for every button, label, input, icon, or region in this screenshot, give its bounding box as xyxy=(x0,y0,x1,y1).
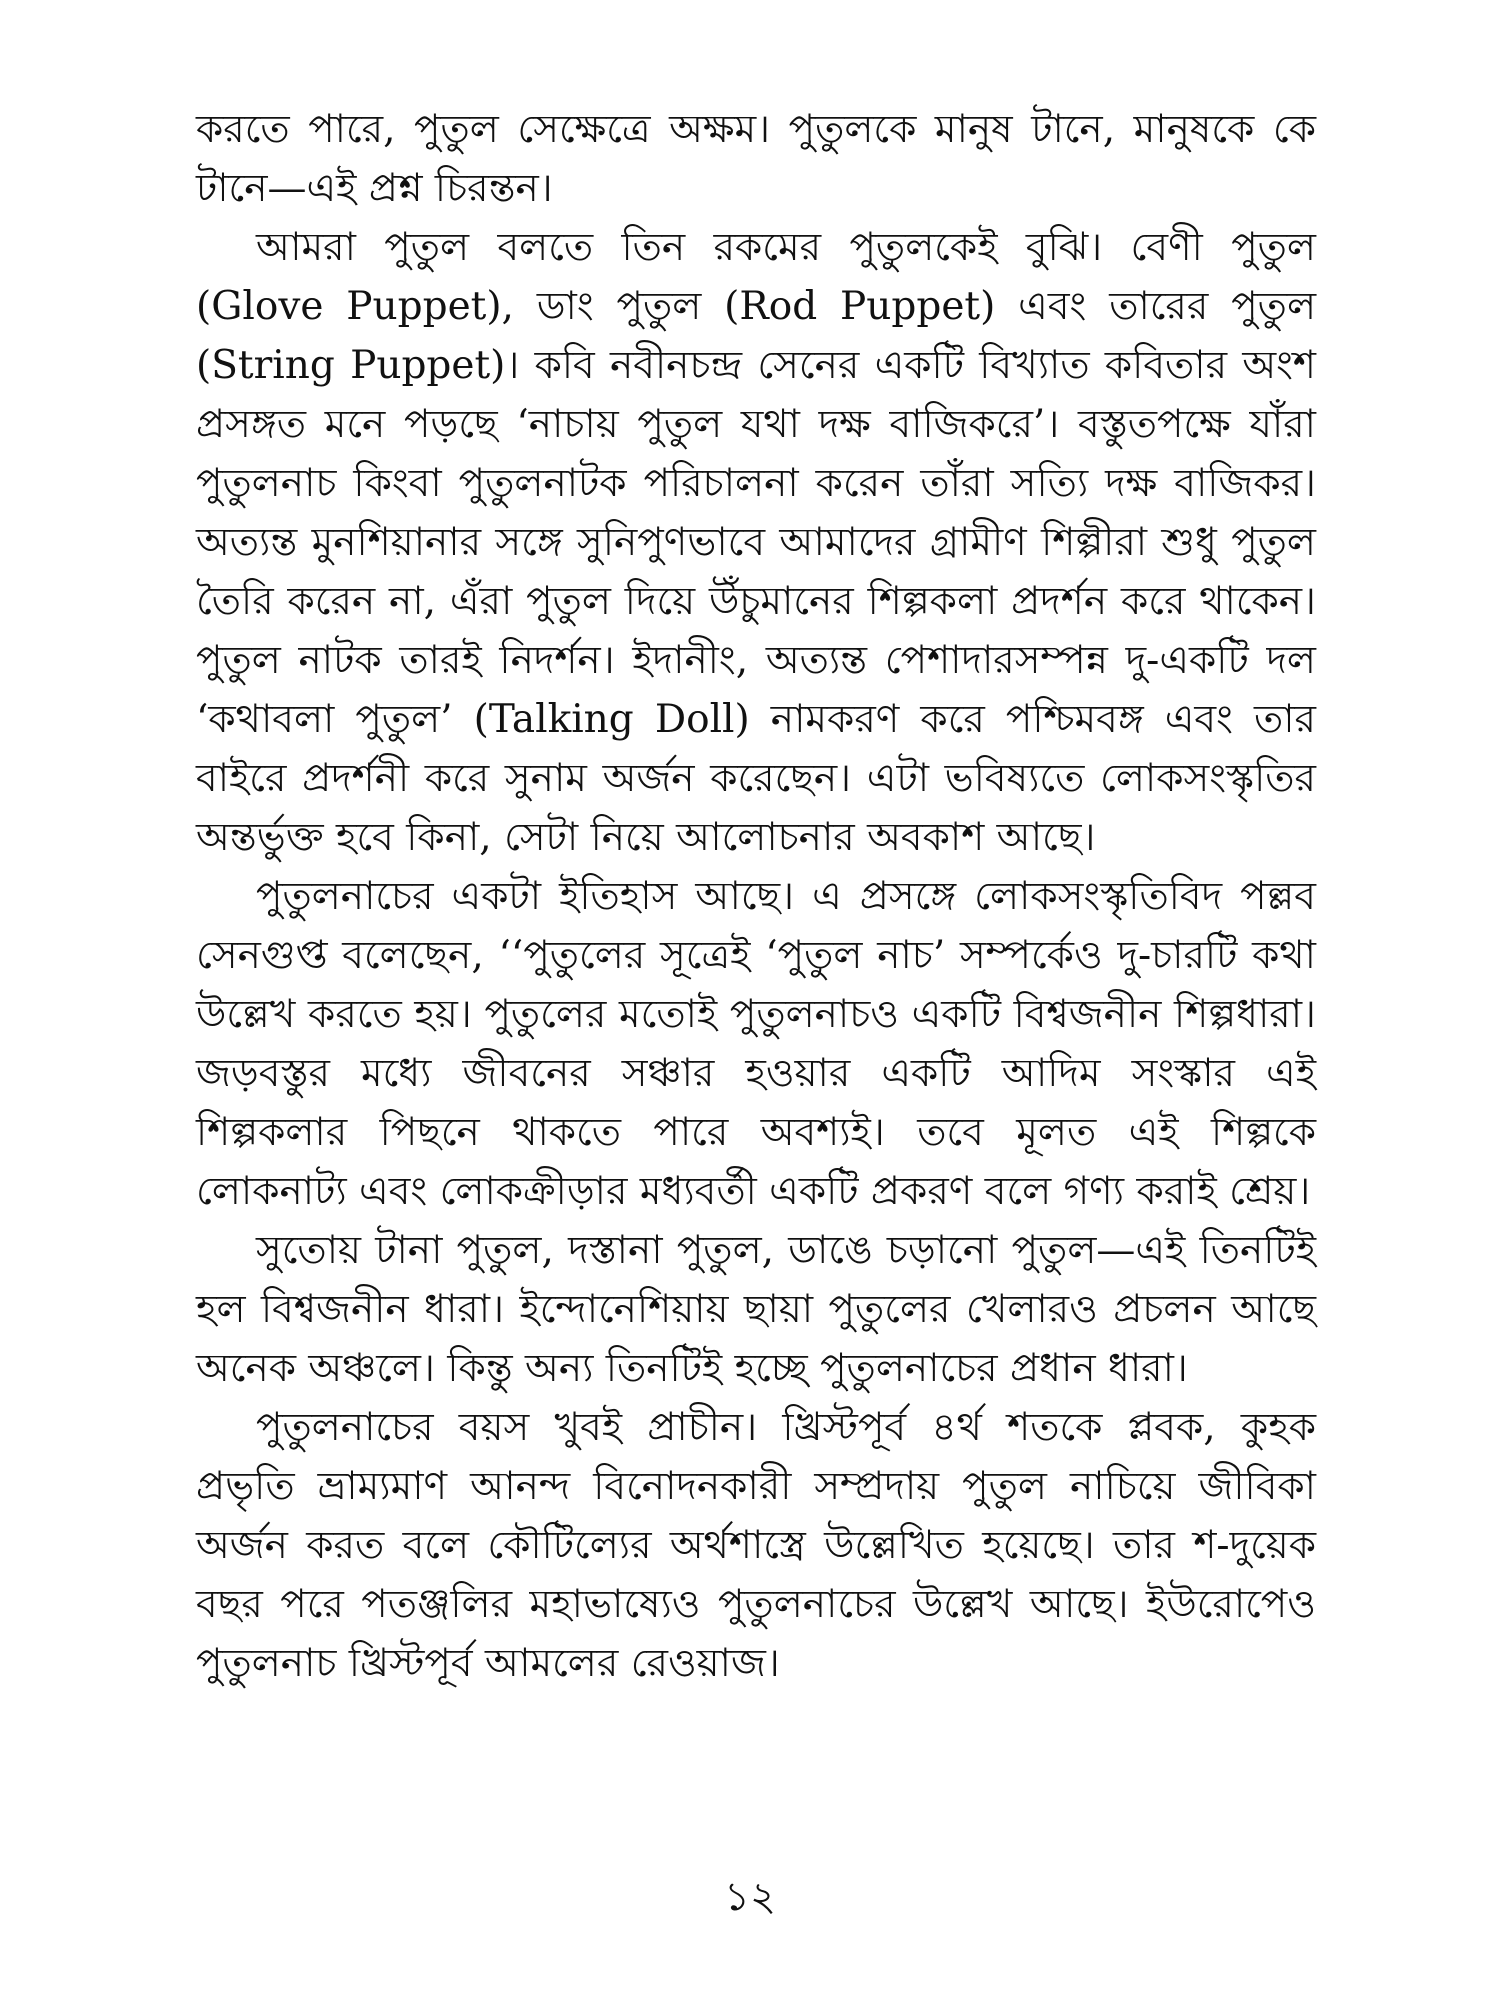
paragraph-continuation: করতে পারে, পুতুল সেক্ষেত্রে অক্ষম। পুতুলকে মানুষ টানে, মানুষকে কে টানে—এই প্রশ্ন চিরন্তন। xyxy=(196,107,1316,211)
page-number: ১২ xyxy=(724,1874,776,1920)
paragraph-universal-forms: সুতোয় টানা পুতুল, দস্তানা পুতুল, ডাঙে চড়ানো পুতুল—এই তিনটিই হল বিশ্বজনীন ধারা। ইন্দোনেশিয়ায় ছায়া পুতুলের খেলারও প্রচলন আছে অনেক অঞ্চলে। কিন্তু অন্য তিনটিই হচ্ছে পুতুলনাচের প্রধান ধারা। xyxy=(196,1228,1316,1391)
body-text xyxy=(196,100,1316,1693)
paragraph-puppet-dance-history: পুতুলনাচের একটা ইতিহাস আছে। এ প্রসঙ্গে লোকসংস্কৃতিবিদ পল্লব সেনগুপ্ত বলেছেন, ‘‘পুতুলের সূত্রেই ‘পুতুল নাচ’ সম্পর্কেও দু-চারটি কথা উল্লেখ করতে হয়। পুতুলের মতোই পুতুলনাচও একটি বিশ্বজনীন শিল্পধারা। জড়বস্তুর মধ্যে জীবনের সঞ্চার হওয়ার একটি আদিম সংস্কার এই শিল্পকলার পিছনে থাকতে পারে অবশ্যই। তবে মূলত এই শিল্পকে লোকনাট্য এবং লোকক্রীড়ার মধ্যবর্তী একটি প্রকরণ বলে গণ্য করাই শ্রেয়। xyxy=(196,874,1316,1214)
paragraph-puppet-types: আমরা পুতুল বলতে তিন রকমের পুতুলকেই বুঝি। বেণী পুতুল (Glove Puppet), ডাং পুতুল (Rod Puppet) এবং তারের পুতুল (String Puppet)। কবি নবীনচন্দ্র সেনের একটি বিখ্যাত কবিতার অংশ প্রসঙ্গত মনে পড়ছে ‘নাচায় পুতুল যথা দক্ষ বাজিকরে’। বস্তুতপক্ষে যাঁরা পুতুলনাচ কিংবা পুতুলনাটক পরিচালনা করেন তাঁরা সত্যি দক্ষ বাজিকর। অত্যন্ত মুনশিয়ানার সঙ্গে সুনিপুণভাবে আমাদের গ্রামীণ শিল্পীরা শুধু পুতুল তৈরি করেন না, এঁরা পুতুল দিয়ে উঁচুমানের শিল্পকলা প্রদর্শন করে থাকেন। পুতুল নাটক তারই নিদর্শন। ইদানীং, অত্যন্ত পেশাদারসম্পন্ন দু-একটি দল ‘কথাবলা পুতুল’ (Talking Doll) নামকরণ করে পশ্চিমবঙ্গ এবং তার বাইরে প্রদর্শনী করে সুনাম অর্জন করেছেন। এটা ভবিষ্যতে লোকসংস্কৃতির অন্তর্ভুক্ত হবে কিনা, সেটা নিয়ে আলোচনার অবকাশ আছে। xyxy=(196,225,1316,860)
paragraph-ancient-origins: পুতুলনাচের বয়স খুবই প্রাচীন। খ্রিস্টপূর্ব ৪র্থ শতকে প্লবক, কুহক প্রভৃতি ভ্রাম্যমাণ আনন্দ বিনোদনকারী সম্প্রদায় পুতুল নাচিয়ে জীবিকা অর্জন করত বলে কৌটিল্যের অর্থশাস্ত্রে উল্লেখিত হয়েছে। তার শ-দুয়েক বছর পরে পতঞ্জলির মহাভাষ্যেও পুতুলনাচের উল্লেখ আছে। ইউরোপেও পুতুলনাচ খ্রিস্টপূর্ব আমলের রেওয়াজ। xyxy=(196,1405,1316,1686)
